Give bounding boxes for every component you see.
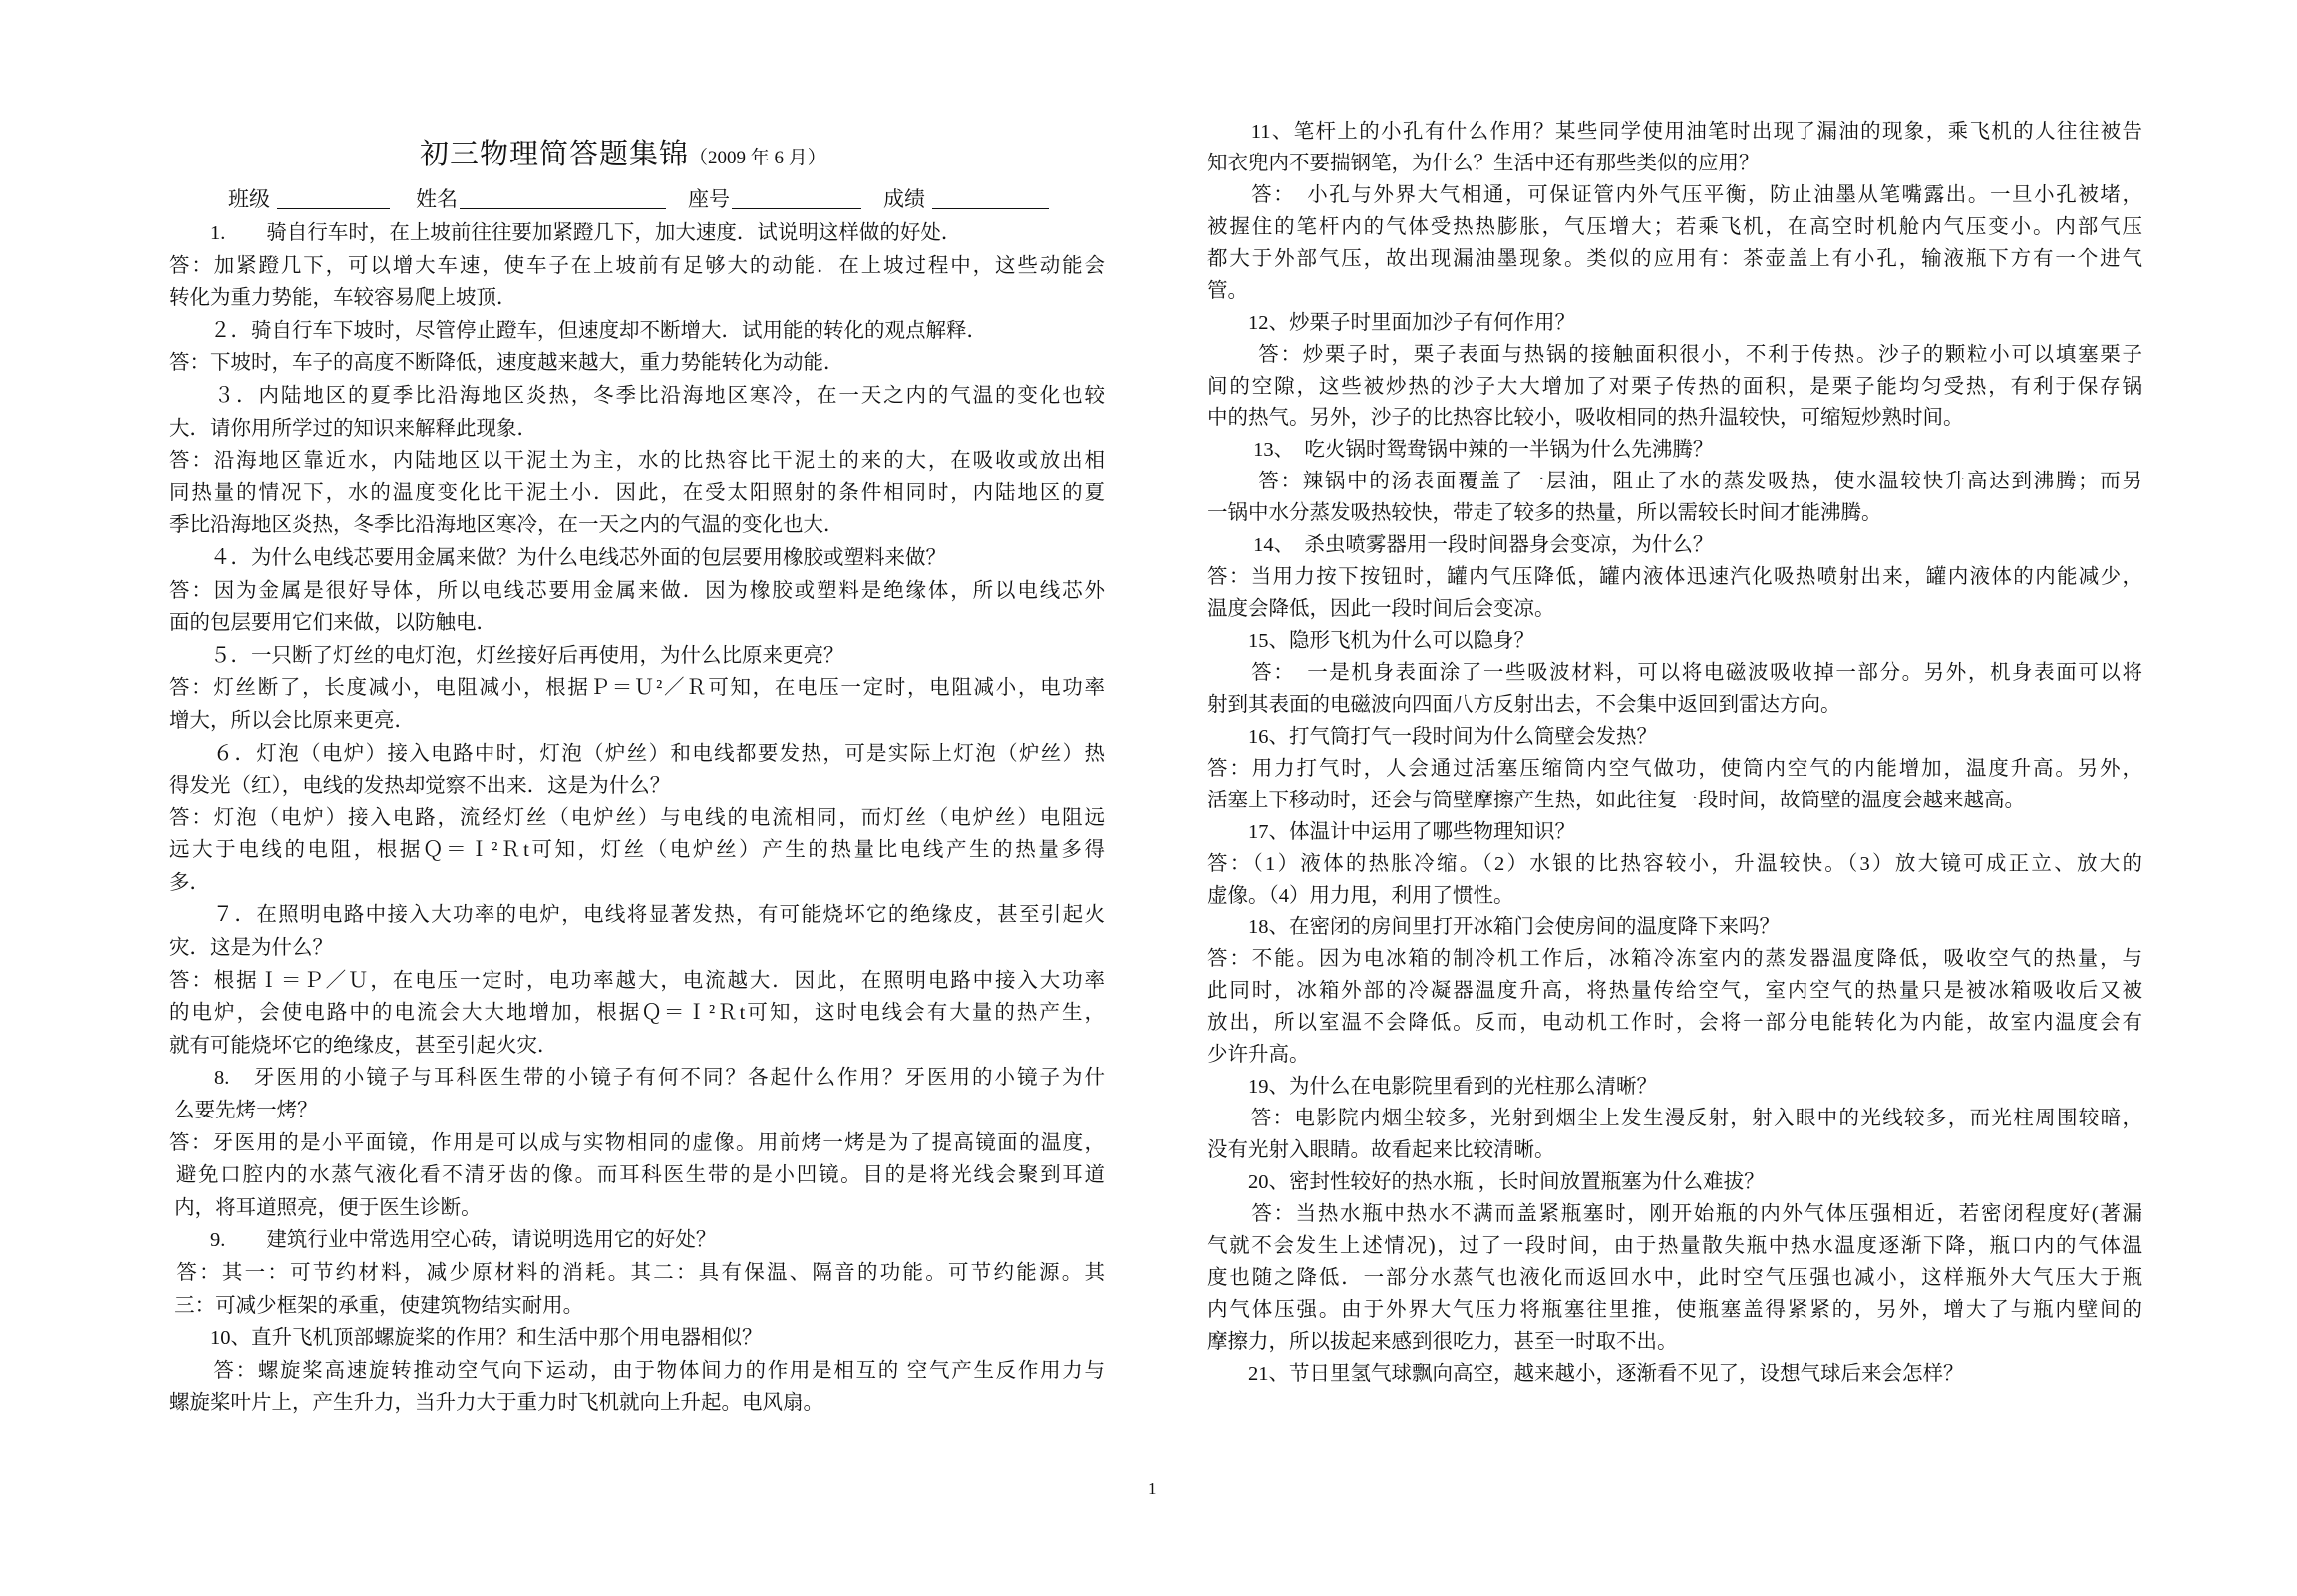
text-line: 增大，所以会比原来更亮． — [169, 709, 415, 732]
answer-paragraph — [169, 575, 1105, 640]
question-paragraph — [1207, 435, 2142, 467]
text-line: 答：沿海地区靠近水，内陆地区以干泥土为主，水的比热容比干泥土的来的大，在吸收或放出相 — [169, 450, 1105, 473]
text-line: 摩擦力，所以拔起来感到很吃力，甚至一时取不出。 — [1207, 1330, 1678, 1353]
text-line: 么要先烤一烤？ — [169, 1100, 318, 1122]
text-line: 14、 杀虫喷雾器用一段时间器身会变凉，为什么？ — [1207, 534, 1714, 557]
left-column — [169, 217, 1105, 1420]
text-line: 三：可减少框架的承重，使建筑物结实耐用。 — [169, 1294, 584, 1317]
text-line: 答：辣锅中的汤表面覆盖了一层油，阻止了水的蒸发吸热，使水温较快升高达到沸腾；而另 — [1207, 471, 2142, 493]
seat-label: 座号 — [688, 187, 730, 211]
question-paragraph — [1207, 1359, 2142, 1391]
text-line: 螺旋桨叶片上，产生升力，当升力大于重力时飞机就向上升起。电风扇。 — [169, 1392, 823, 1415]
question-paragraph — [1207, 722, 2142, 754]
text-line: 虚像。（4）用力甩，利用了惯性。 — [1207, 884, 1514, 907]
text-line: ７．在照明电路中接入大功率的电炉，电线将显著发热，有可能烧坏它的绝缘皮，甚至引起火 — [169, 904, 1105, 927]
text-line: 射到其表面的电磁波向四面八方反射出去，不会集中返回到雷达方向。 — [1207, 693, 1841, 716]
text-line: 答：不能。因为电冰箱的制冷机工作后，冰箱冷冻室内的蒸发器温度降低，吸收空气的热量，与 — [1207, 948, 2142, 971]
class-blank — [277, 208, 390, 209]
text-line: 此同时，冰箱外部的冷凝器温度升高，将热量传给空气，室内空气的热量只是被冰箱吸收后又被 — [1207, 980, 2142, 1003]
answer-paragraph — [169, 445, 1105, 542]
text-line: 放出，所以室温不会降低。反而，电动机工作时，会将一部分电能转化为内能，故室内温度会有 — [1207, 1012, 2142, 1035]
text-line: 得发光（红），电线的发热却觉察不出来．这是为什么？ — [169, 775, 671, 798]
text-line: 答：炒栗子时，栗子表面与热锅的接触面积很小，不利于传热。沙子的颗粒小可以填塞栗子 — [1207, 343, 2142, 366]
text-line: 答：灯丝断了，长度减小，电阻减小，根据Ｐ＝Ｕ²／Ｒ可知，在电压一定时，电阻减小，电功率 — [169, 677, 1105, 700]
text-line: 16、打气筒打气一段时间为什么筒壁会发热？ — [1207, 725, 1657, 748]
text-line: 1. 骑自行车时，在上坡前往往要加紧蹬几下，加大速度．试说明这样做的好处． — [169, 222, 962, 244]
question-paragraph — [1207, 308, 2142, 340]
text-line: ４．为什么电线芯要用金属来做？为什么电线芯外面的包层要用橡胶或塑料来做？ — [169, 546, 946, 569]
answer-paragraph — [1207, 849, 2142, 913]
question-paragraph — [169, 217, 1105, 250]
question-paragraph — [169, 640, 1105, 673]
text-line: 19、为什么在电影院里看到的光柱那么清晰？ — [1207, 1076, 1657, 1099]
question-paragraph — [1207, 530, 2142, 562]
text-line: 答：下坡时，车子的高度不断降低，速度越来越大，重力势能转化为动能． — [169, 352, 844, 375]
text-line: 一锅中水分蒸发吸热较快，带走了较多的热量，所以需较长时间才能沸腾。 — [1207, 502, 1882, 525]
text-line: 答：螺旋桨高速旋转推动空气向下运动，由于物体间力的作用是相互的 空气产生反作用力与 — [169, 1359, 1105, 1382]
question-paragraph — [1207, 817, 2142, 849]
score-label: 成绩 — [883, 187, 925, 211]
text-line: 答：（1）液体的热胀冷缩。（2）水银的比热容较小，升温较快。（3）放大镜可成正立、放大的 — [1207, 852, 2142, 875]
answer-paragraph — [1207, 944, 2142, 1072]
answer-paragraph — [1207, 658, 2142, 722]
text-line: 温度会降低，因此一段时间后会变凉。 — [1207, 598, 1555, 621]
text-line: 答：当热水瓶中热水不满而盖紧瓶塞时，刚开始瓶的内外气体压强相近，若密闭程度好(著漏 — [1207, 1202, 2142, 1225]
text-line: 10、直升飞机顶部螺旋桨的作用？和生活中那个用电器相似？ — [169, 1327, 763, 1350]
question-paragraph — [169, 315, 1105, 348]
name-blank — [460, 208, 666, 209]
text-line: 少许升高。 — [1207, 1044, 1310, 1067]
question-paragraph — [1207, 912, 2142, 944]
answer-paragraph — [169, 250, 1105, 315]
document-title — [420, 132, 826, 172]
text-line: ３．内陆地区的夏季比沿海地区炎热，冬季比沿海地区寒冷，在一天之内的气温的变化也较 — [169, 384, 1105, 407]
score-blank — [932, 208, 1049, 209]
answer-paragraph — [169, 965, 1105, 1063]
text-line: 管。 — [1207, 279, 1248, 302]
seat-blank — [732, 208, 861, 209]
right-column — [1207, 117, 2142, 1391]
answer-paragraph — [169, 672, 1105, 737]
text-line: 13、 吃火锅时鸳鸯锅中辣的一半锅为什么先沸腾？ — [1207, 439, 1714, 462]
question-paragraph — [169, 1322, 1105, 1355]
text-line: 间的空隙，这些被炒热的沙子大大增加了对栗子传热的面积，是栗子能均匀受热，有利于保存锅 — [1207, 375, 2142, 398]
text-line: 答： 一是机身表面涂了一些吸波材料，可以将电磁波吸收掉一部分。另外，机身表面可以将 — [1207, 661, 2142, 684]
answer-paragraph — [1207, 562, 2142, 626]
text-line: 避免口腔内的水蒸气液化看不清牙齿的像。而耳科医生带的是小凹镜。目的是将光线会聚到耳道 — [169, 1164, 1105, 1187]
answer-paragraph — [1207, 180, 2142, 308]
answer-paragraph — [169, 1257, 1105, 1322]
text-line: 9. 建筑行业中常选用空心砖，请说明选用它的好处？ — [169, 1229, 717, 1252]
question-paragraph — [1207, 626, 2142, 658]
text-line: 21、节日里氢气球飘向高空，越来越小，逐渐看不见了，设想气球后来会怎样？ — [1207, 1362, 1964, 1385]
text-line: 18、在密闭的房间里打开冰箱门会使房间的温度降下来吗？ — [1207, 916, 1780, 939]
answer-paragraph — [1207, 467, 2142, 530]
text-line: 远大于电线的电阻，根据Ｑ＝Ｉ²Ｒt可知，灯丝（电炉丝）产生的热量比电线产生的热量多得 — [169, 839, 1105, 862]
text-line: 中的热气。另外，沙子的比热容比较小，吸收相同的热升温较快，可缩短炒熟时间。 — [1207, 407, 1964, 430]
page-number: 1 — [1148, 1479, 1157, 1498]
answer-paragraph — [1207, 1199, 2142, 1359]
question-paragraph — [169, 1062, 1105, 1126]
text-line: 20、密封性较好的热水瓶 ，长时间放置瓶塞为什么难拔？ — [1207, 1170, 1765, 1193]
text-line: 大．请你用所学过的知识来解释此现象． — [169, 417, 537, 440]
text-line: 答：当用力按下按钮时，罐内气压降低，罐内液体迅速汽化吸热喷射出来，罐内液体的内能减少， — [1207, 566, 2142, 589]
text-line: ６．灯泡（电炉）接入电路中时，灯泡（炉丝）和电线都要发热，可是实际上灯泡（炉丝）热 — [169, 742, 1105, 765]
text-line: 答：其一：可节约材料，减少原材料的消耗。其二：具有保温、隔音的功能。可节约能源。其 — [169, 1262, 1105, 1284]
text-line: 就有可能烧坏它的绝缘皮，甚至引起火灾． — [169, 1034, 558, 1057]
text-line: 没有光射入眼睛。故看起来比较清晰。 — [1207, 1139, 1555, 1161]
text-line: ２．骑自行车下坡时，尽管停止蹬车，但速度却不断增大．试用能的转化的观点解释． — [169, 319, 987, 342]
text-line: 15、隐形飞机为什么可以隐身？ — [1207, 630, 1534, 652]
text-line: 答： 小孔与外界大气相通，可保证管内外气压平衡，防止油墨从笔嘴露出。一旦小孔被堵， — [1207, 183, 2142, 206]
title-main: 初三物理简答题集锦 — [420, 139, 690, 170]
text-line: 17、体温计中运用了哪些物理知识？ — [1207, 820, 1575, 843]
text-line: 答：牙医用的是小平面镜，作用是可以成与实物相同的虚像。用前烤一烤是为了提高镜面的温度， — [169, 1131, 1105, 1154]
text-line: 答：加紧蹬几下，可以增大车速，使车子在上坡前有足够大的动能．在上坡过程中，这些动能会 — [169, 254, 1105, 277]
question-paragraph — [169, 1224, 1105, 1257]
text-line: 11、笔杆上的小孔有什么作用？某些同学使用油笔时出现了漏油的现象，乘飞机的人往往被告 — [1207, 121, 2142, 143]
question-paragraph — [1207, 1072, 2142, 1104]
text-line: 8. 牙医用的小镜子与耳科医生带的小镜子有何不同？各起什么作用？牙医用的小镜子为什 — [169, 1067, 1105, 1090]
text-line: 活塞上下移动时，还会与筒壁摩擦产生热，如此往复一段时间，故筒壁的温度会越来越高。 — [1207, 789, 2025, 811]
question-paragraph — [1207, 117, 2142, 180]
text-line: 答：灯泡（电炉）接入电路，流经灯丝（电炉丝）与电线的电流相同，而灯丝（电炉丝）电阻远 — [169, 806, 1105, 829]
text-line: 灾．这是为什么？ — [169, 937, 333, 960]
text-line: 知衣兜内不要揣钢笔，为什么？生活中还有那些类似的应用？ — [1207, 152, 1760, 174]
text-line: 多． — [169, 871, 210, 894]
question-paragraph — [169, 738, 1105, 802]
text-line: 度也随之降低．一部分水蒸气也液化而返回水中，此时空气压强也减小，这样瓶外大气压大于瓶 — [1207, 1266, 2142, 1289]
name-label: 姓名 — [416, 187, 458, 211]
text-line: 被握住的笔杆内的气体受热热膨胀，气压增大；若乘飞机，在高空时机舱内气压变小。内部气压 — [1207, 215, 2142, 238]
text-line: 答：用力打气时，人会通过活塞压缩筒内空气做功，使筒内空气的内能增加，温度升高。另外， — [1207, 757, 2142, 780]
title-date: （2009 年 6 月） — [689, 148, 826, 168]
text-line: ５．一只断了灯丝的电灯泡，灯丝接好后再使用，为什么比原来更亮？ — [169, 644, 844, 667]
text-line: 转化为重力势能，车较容易爬上坡顶． — [169, 287, 517, 310]
text-line: 内气体压强。由于外界大气压力将瓶塞往里推，使瓶塞盖得紧紧的，另外，增大了与瓶内壁间的 — [1207, 1298, 2142, 1321]
answer-paragraph — [1207, 340, 2142, 436]
text-line: 答：电影院内烟尘较多，光射到烟尘上发生漫反射，射入眼中的光线较多，而光柱周围较暗， — [1207, 1108, 2142, 1130]
text-line: 内，将耳道照亮，便于医生诊断。 — [169, 1196, 482, 1219]
question-paragraph — [1207, 1167, 2142, 1199]
text-line: 的电炉，会使电路中的电流会大大地增加，根据Ｑ＝Ｉ²Ｒt可知，这时电线会有大量的热产生， — [169, 1002, 1105, 1025]
text-line: 都大于外部气压，故出现漏油墨现象。类似的应用有：茶壶盖上有小孔，输液瓶下方有一个进气 — [1207, 247, 2142, 270]
text-line: 季比沿海地区炎热，冬季比沿海地区寒冷，在一天之内的气温的变化也大． — [169, 514, 844, 537]
answer-paragraph — [169, 347, 1105, 380]
answer-paragraph — [1207, 1104, 2142, 1167]
class-label: 班级 — [228, 187, 270, 211]
answer-paragraph — [169, 802, 1105, 900]
text-line: 同热量的情况下，水的温度变化比干泥土小．因此，在受太阳照射的条件相同时，内陆地区的夏 — [169, 481, 1105, 504]
question-paragraph — [169, 542, 1105, 575]
answer-paragraph — [1207, 754, 2142, 817]
question-paragraph — [169, 899, 1105, 964]
text-line: 12、炒栗子时里面加沙子有何作用？ — [1207, 311, 1575, 334]
text-line: 答：因为金属是很好导体，所以电线芯要用金属来做．因为橡胶或塑料是绝缘体，所以电线芯外 — [169, 579, 1105, 602]
text-line: 面的包层要用它们来做，以防触电． — [169, 612, 496, 635]
answer-paragraph — [169, 1127, 1105, 1225]
question-paragraph — [169, 380, 1105, 445]
text-line: 气就不会发生上述情况)，过了一段时间，由于热量散失瓶中热水温度逐渐下降，瓶口内的气体温 — [1207, 1234, 2142, 1257]
answer-paragraph — [169, 1355, 1105, 1420]
text-line: 答：根据Ｉ＝Ｐ／Ｕ，在电压一定时，电功率越大，电流越大．因此，在照明电路中接入大功率 — [169, 969, 1105, 992]
